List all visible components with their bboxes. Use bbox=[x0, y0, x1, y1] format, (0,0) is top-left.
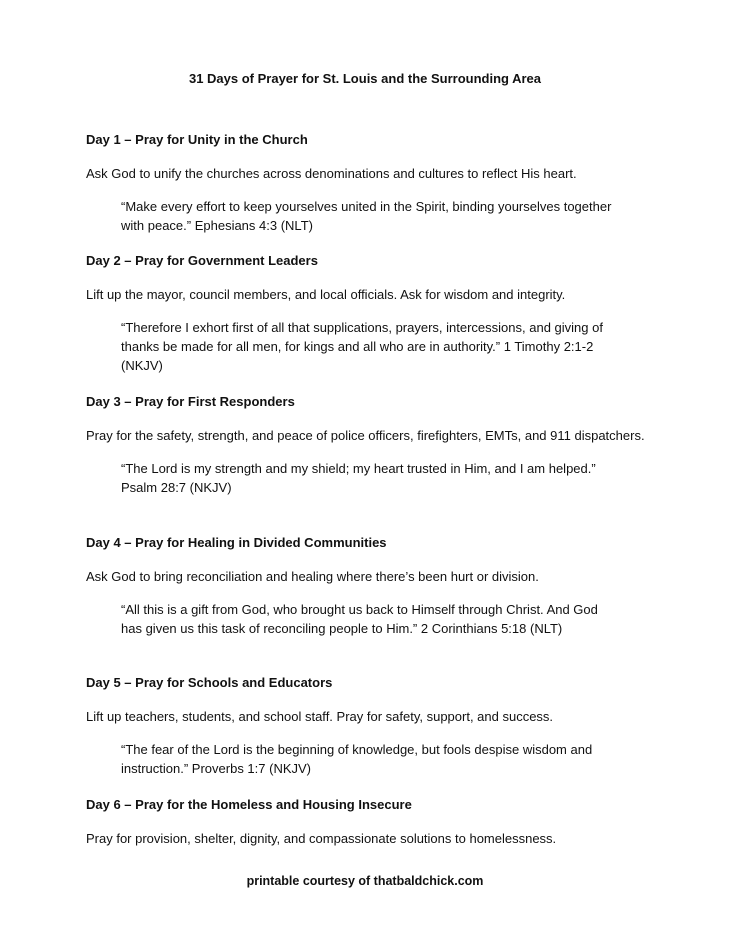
day-5-section bbox=[86, 674, 656, 778]
day-verse: “Therefore I exhort first of all that supplications, prayers, intercessions, and giving of thanks be made for all men, for kings and all who are in authority.” 1 Timothy 2:1-2 (NKJV) bbox=[121, 320, 603, 373]
day-4-section bbox=[86, 534, 656, 638]
day-heading: Day 4 – Pray for Healing in Divided Communities bbox=[86, 535, 387, 550]
day-prompt: Lift up teachers, students, and school staff. Pray for safety, support, and success. bbox=[86, 709, 554, 724]
page-footer: printable courtesy of thatbaldchick.com bbox=[246, 874, 484, 888]
day-verse: “The fear of the Lord is the beginning of knowledge, but fools despise wisdom and instruction.” Proverbs 1:7 (NKJV) bbox=[121, 742, 593, 776]
day-heading: Day 2 – Pray for Government Leaders bbox=[86, 253, 318, 268]
day-verse: “All this is a gift from God, who brought us back to Himself through Christ. And God has given us this task of reconciling people to Him.” 2 Corinthians 5:18 (NLT) bbox=[121, 602, 598, 636]
day-heading: Day 3 – Pray for First Responders bbox=[86, 394, 295, 409]
day-prompt: Pray for the safety, strength, and peace of police officers, firefighters, EMTs, and 911 dispatchers. bbox=[86, 428, 645, 443]
day-prompt: Pray for provision, shelter, dignity, and compassionate solutions to homelessness. bbox=[86, 831, 557, 846]
day-heading: Day 5 – Pray for Schools and Educators bbox=[86, 675, 333, 690]
document-title: 31 Days of Prayer for St. Louis and the Surrounding Area bbox=[188, 71, 542, 86]
day-verse: “Make every effort to keep yourselves united in the Spirit, binding yourselves together with peace.” Ephesians 4:3 (NLT) bbox=[121, 199, 612, 233]
day-prompt: Ask God to bring reconciliation and healing where there’s been hurt or division. bbox=[86, 569, 539, 584]
day-prompt: Lift up the mayor, council members, and local officials. Ask for wisdom and integrity. bbox=[86, 287, 566, 302]
day-verse: “The Lord is my strength and my shield; my heart trusted in Him, and I am helped.” Psalm 28:7 (NKJV) bbox=[121, 461, 596, 495]
day-3-section bbox=[86, 393, 656, 497]
day-6-section bbox=[86, 796, 656, 848]
day-prompt: Ask God to unify the churches across denominations and cultures to reflect His heart. bbox=[86, 166, 577, 181]
day-1-section bbox=[86, 131, 656, 235]
day-heading: Day 6 – Pray for the Homeless and Housing Insecure bbox=[86, 797, 412, 812]
day-heading: Day 1 – Pray for Unity in the Church bbox=[86, 132, 308, 147]
day-2-section bbox=[86, 252, 656, 375]
